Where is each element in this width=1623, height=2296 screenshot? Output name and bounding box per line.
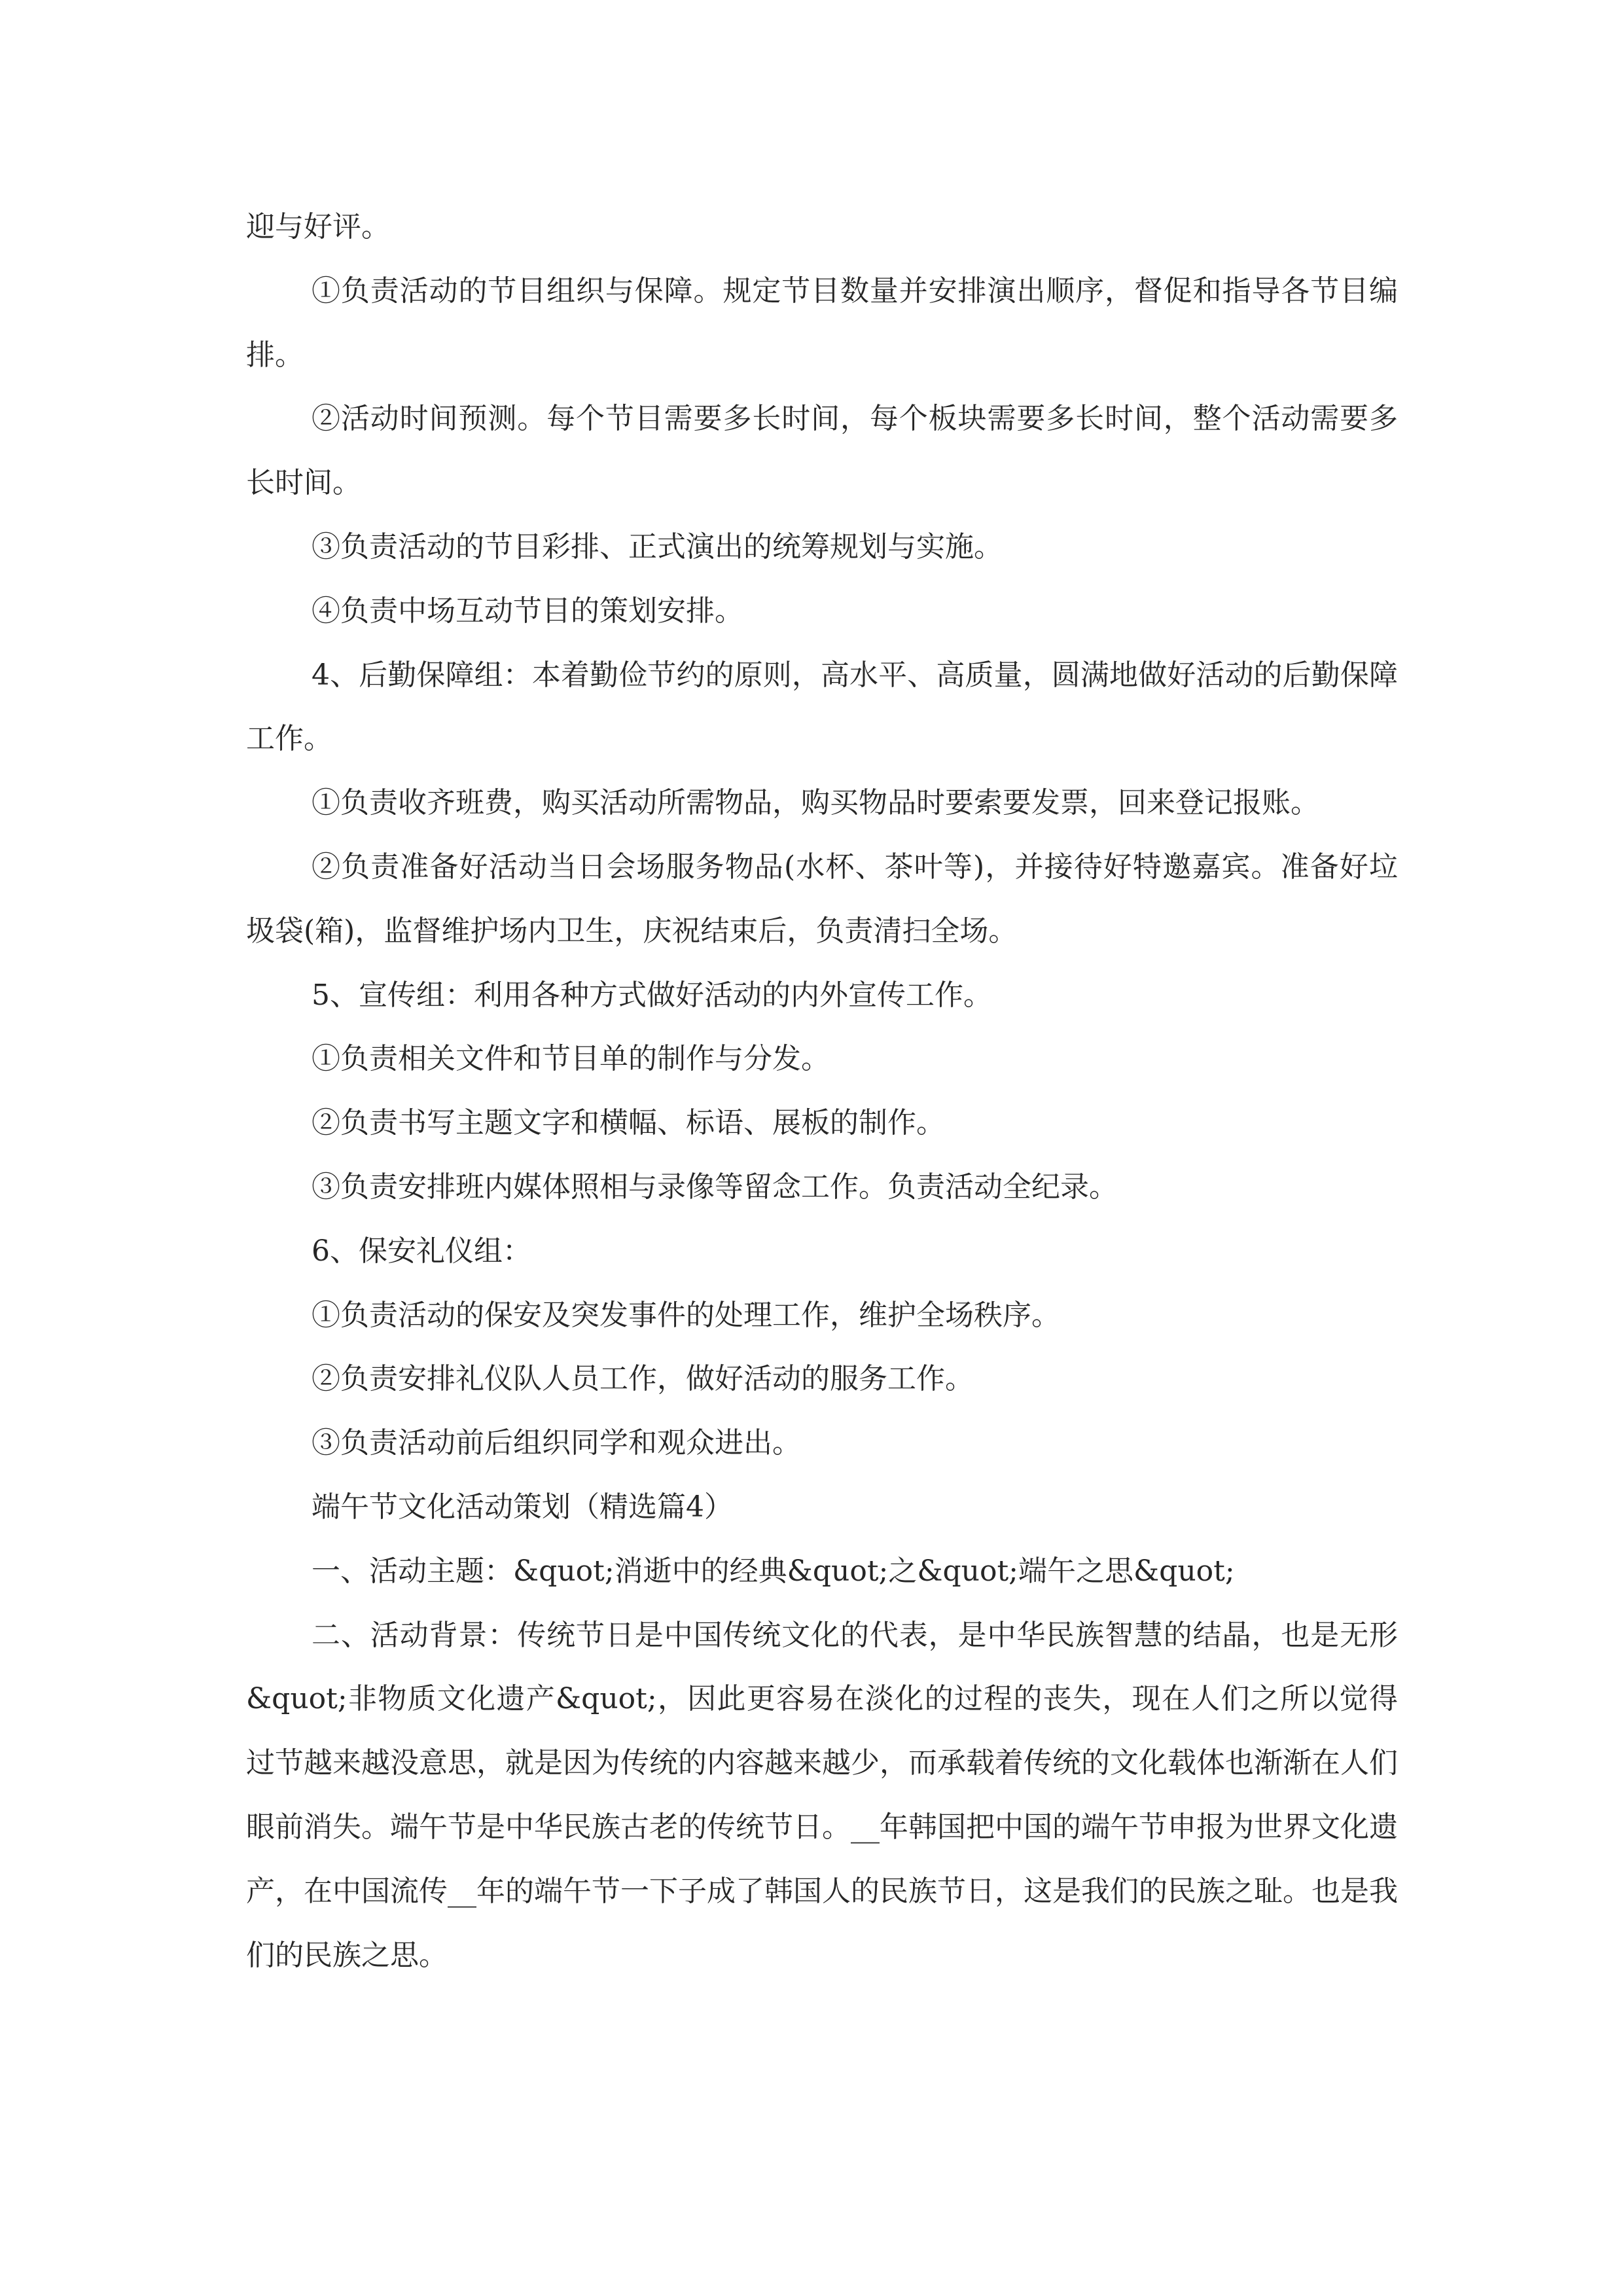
paragraph-etiquette-duty: ②负责安排礼仪队人员工作，做好活动的服务工作。 — [312, 1362, 974, 1396]
paragraph-rehearsal: ③负责活动的节目彩排、正式演出的统筹规划与实施。 — [312, 529, 1003, 564]
paragraph-activity-theme: 一、活动主题：&quot;消逝中的经典&quot;之&quot;端午之思&quot; — [312, 1554, 1235, 1588]
paragraph-continuation: 迎与好评。 — [246, 210, 390, 243]
paragraph-activity-background: 二、活动背景：传统节日是中国传统文化的代表，是中华民族智慧的结晶，也是无形&quot;非物质文化遗产&quot;，因此更容易在淡化的过程的丧失，现在人们之所以觉得过节越来越没意思，就是因为传统的内容越来越少，而承载着传统的文化载体也渐渐在人们眼前消失。端午节是中华民族古老的传统节日。__年韩国把中国的端午节申报为世界文化遗产，在中国流传__年的端午节一下子成了韩国人的民族节日，这是我们的民族之耻。也是我们的民族之思。 — [246, 1618, 1398, 1972]
paragraph-logistics-group: 4、后勤保障组：本着勤俭节约的原则，高水平、高质量，圆满地做好活动的后勤保障工作。 — [246, 658, 1398, 756]
paragraph-interactive-program: ④负责中场互动节目的策划安排。 — [312, 594, 743, 628]
section-heading: 端午节文化活动策划（精选篇4） — [312, 1490, 733, 1524]
paragraph-program-organization: ①负责活动的节目组织与保障。规定节目数量并安排演出顺序，督促和指导各节目编排。 — [246, 274, 1398, 372]
paragraph-photography: ③负责安排班内媒体照相与录像等留念工作。负责活动全纪录。 — [312, 1170, 1118, 1204]
paragraph-venue-supplies: ②负责准备好活动当日会场服务物品(水杯、茶叶等)，并接待好特邀嘉宾。准备好垃圾袋(箱)，监督维护场内卫生，庆祝结束后，负责清扫全场。 — [246, 850, 1398, 948]
paragraph-security-group: 6、保安礼仪组： — [312, 1234, 531, 1268]
paragraph-entry-exit: ③负责活动前后组织同学和观众进出。 — [312, 1426, 801, 1460]
paragraph-time-estimate: ②活动时间预测。每个节目需要多长时间，每个板块需要多长时间，整个活动需要多长时间。 — [246, 402, 1398, 500]
paragraph-publicity-group: 5、宣传组：利用各种方式做好活动的内外宣传工作。 — [312, 978, 992, 1012]
paragraph-collect-fees: ①负责收齐班费，购买活动所需物品，购买物品时要索要发票，回来登记报账。 — [312, 786, 1319, 820]
paragraph-banners: ②负责书写主题文字和横幅、标语、展板的制作。 — [312, 1106, 945, 1140]
paragraph-security-duty: ①负责活动的保安及突发事件的处理工作，维护全场秩序。 — [312, 1298, 1060, 1332]
document-body — [246, 195, 1398, 1987]
paragraph-documents: ①负责相关文件和节目单的制作与分发。 — [312, 1042, 830, 1076]
